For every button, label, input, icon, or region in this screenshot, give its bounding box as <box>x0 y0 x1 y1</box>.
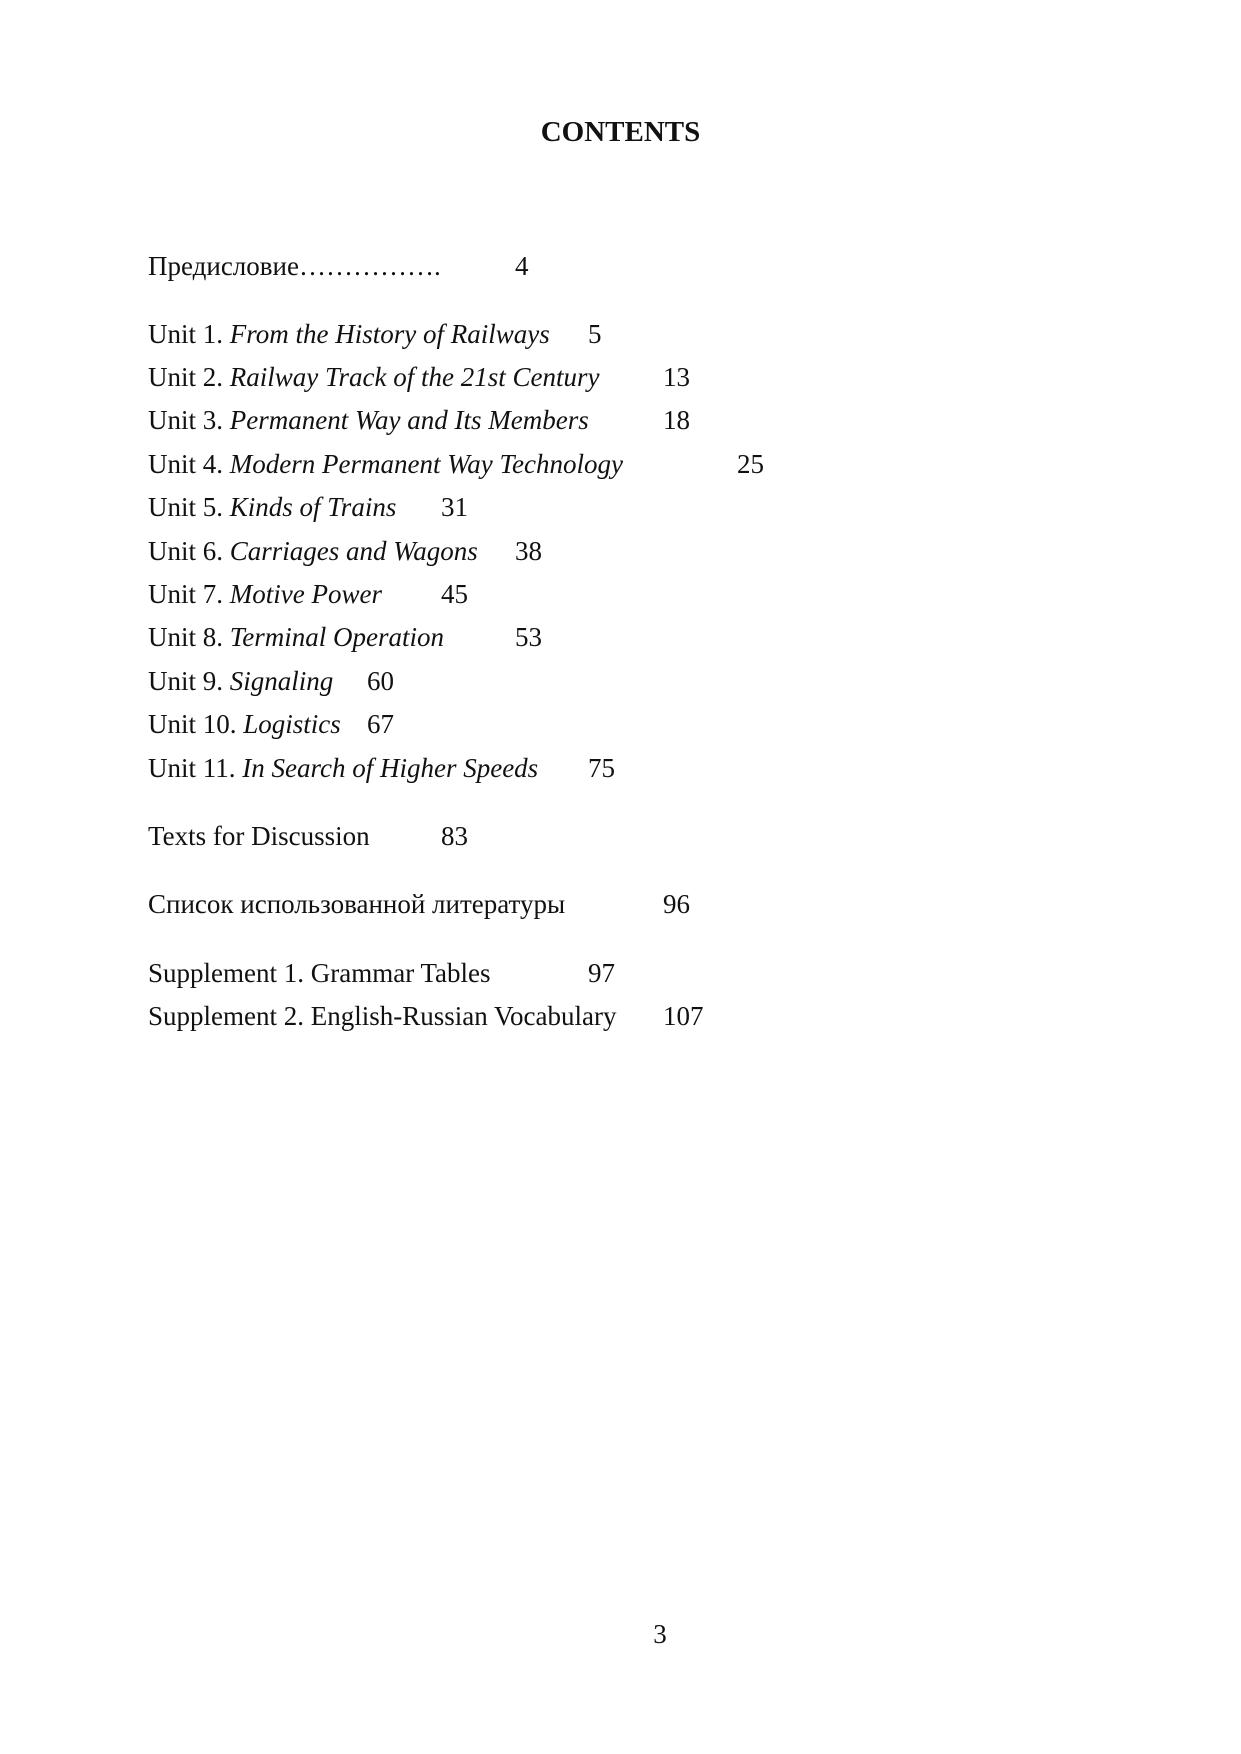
toc-page: 18 <box>663 405 690 435</box>
unit-title: Carriages and Wagons <box>229 536 478 566</box>
toc-label: Supplement 2. English-Russian Vocabulary <box>148 1001 617 1031</box>
toc-page: 53 <box>515 622 542 652</box>
toc-page: 38 <box>515 536 542 566</box>
unit-title: Railway Track of the 21st Century <box>229 362 600 392</box>
toc-label: Texts for Discussion <box>148 821 370 851</box>
unit-prefix: Unit 11. <box>148 753 243 783</box>
unit-prefix: Unit 4. <box>148 449 230 479</box>
toc-page: 107 <box>663 1001 704 1031</box>
unit-prefix: Unit 9. <box>148 666 230 696</box>
unit-prefix: Unit 8. <box>148 622 230 652</box>
toc-page: 83 <box>441 821 468 851</box>
unit-title: Kinds of Trains <box>229 492 397 522</box>
unit-prefix: Unit 5. <box>148 492 230 522</box>
toc-page: 4 <box>515 251 529 281</box>
toc-page: 67 <box>367 709 394 739</box>
page-title: CONTENTS <box>540 116 701 148</box>
unit-prefix: Unit 2. <box>148 362 230 392</box>
toc-page: 25 <box>737 449 764 479</box>
unit-title: Modern Permanent Way Technology <box>229 449 623 479</box>
unit-prefix: Unit 1. <box>148 319 230 349</box>
toc-page: 45 <box>441 579 468 609</box>
unit-prefix: Unit 7. <box>148 579 230 609</box>
unit-title: Terminal Operation <box>229 622 445 652</box>
unit-title: Permanent Way and Its Members <box>229 405 589 435</box>
toc-page: 75 <box>588 753 615 783</box>
unit-title: Signaling <box>229 666 334 696</box>
toc-page: 31 <box>441 492 468 522</box>
toc-page: 96 <box>663 889 690 919</box>
toc-page: 60 <box>367 666 394 696</box>
toc-page: 5 <box>588 319 602 349</box>
toc-page: 13 <box>663 362 690 392</box>
unit-title: Logistics <box>243 709 341 739</box>
page-number: 3 <box>653 1619 667 1649</box>
toc-label: Supplement 1. Grammar Tables <box>148 958 491 988</box>
unit-prefix: Unit 10. <box>148 709 244 739</box>
unit-prefix: Unit 6. <box>148 536 230 566</box>
toc-label: Список использованной литературы <box>148 889 566 919</box>
toc-label: Предисловие……………. <box>148 251 441 281</box>
unit-title: Motive Power <box>229 579 382 609</box>
toc-page: 97 <box>588 958 615 988</box>
unit-title: In Search of Higher Speeds <box>242 753 539 783</box>
unit-title: From the History of Railways <box>229 319 550 349</box>
unit-prefix: Unit 3. <box>148 405 230 435</box>
